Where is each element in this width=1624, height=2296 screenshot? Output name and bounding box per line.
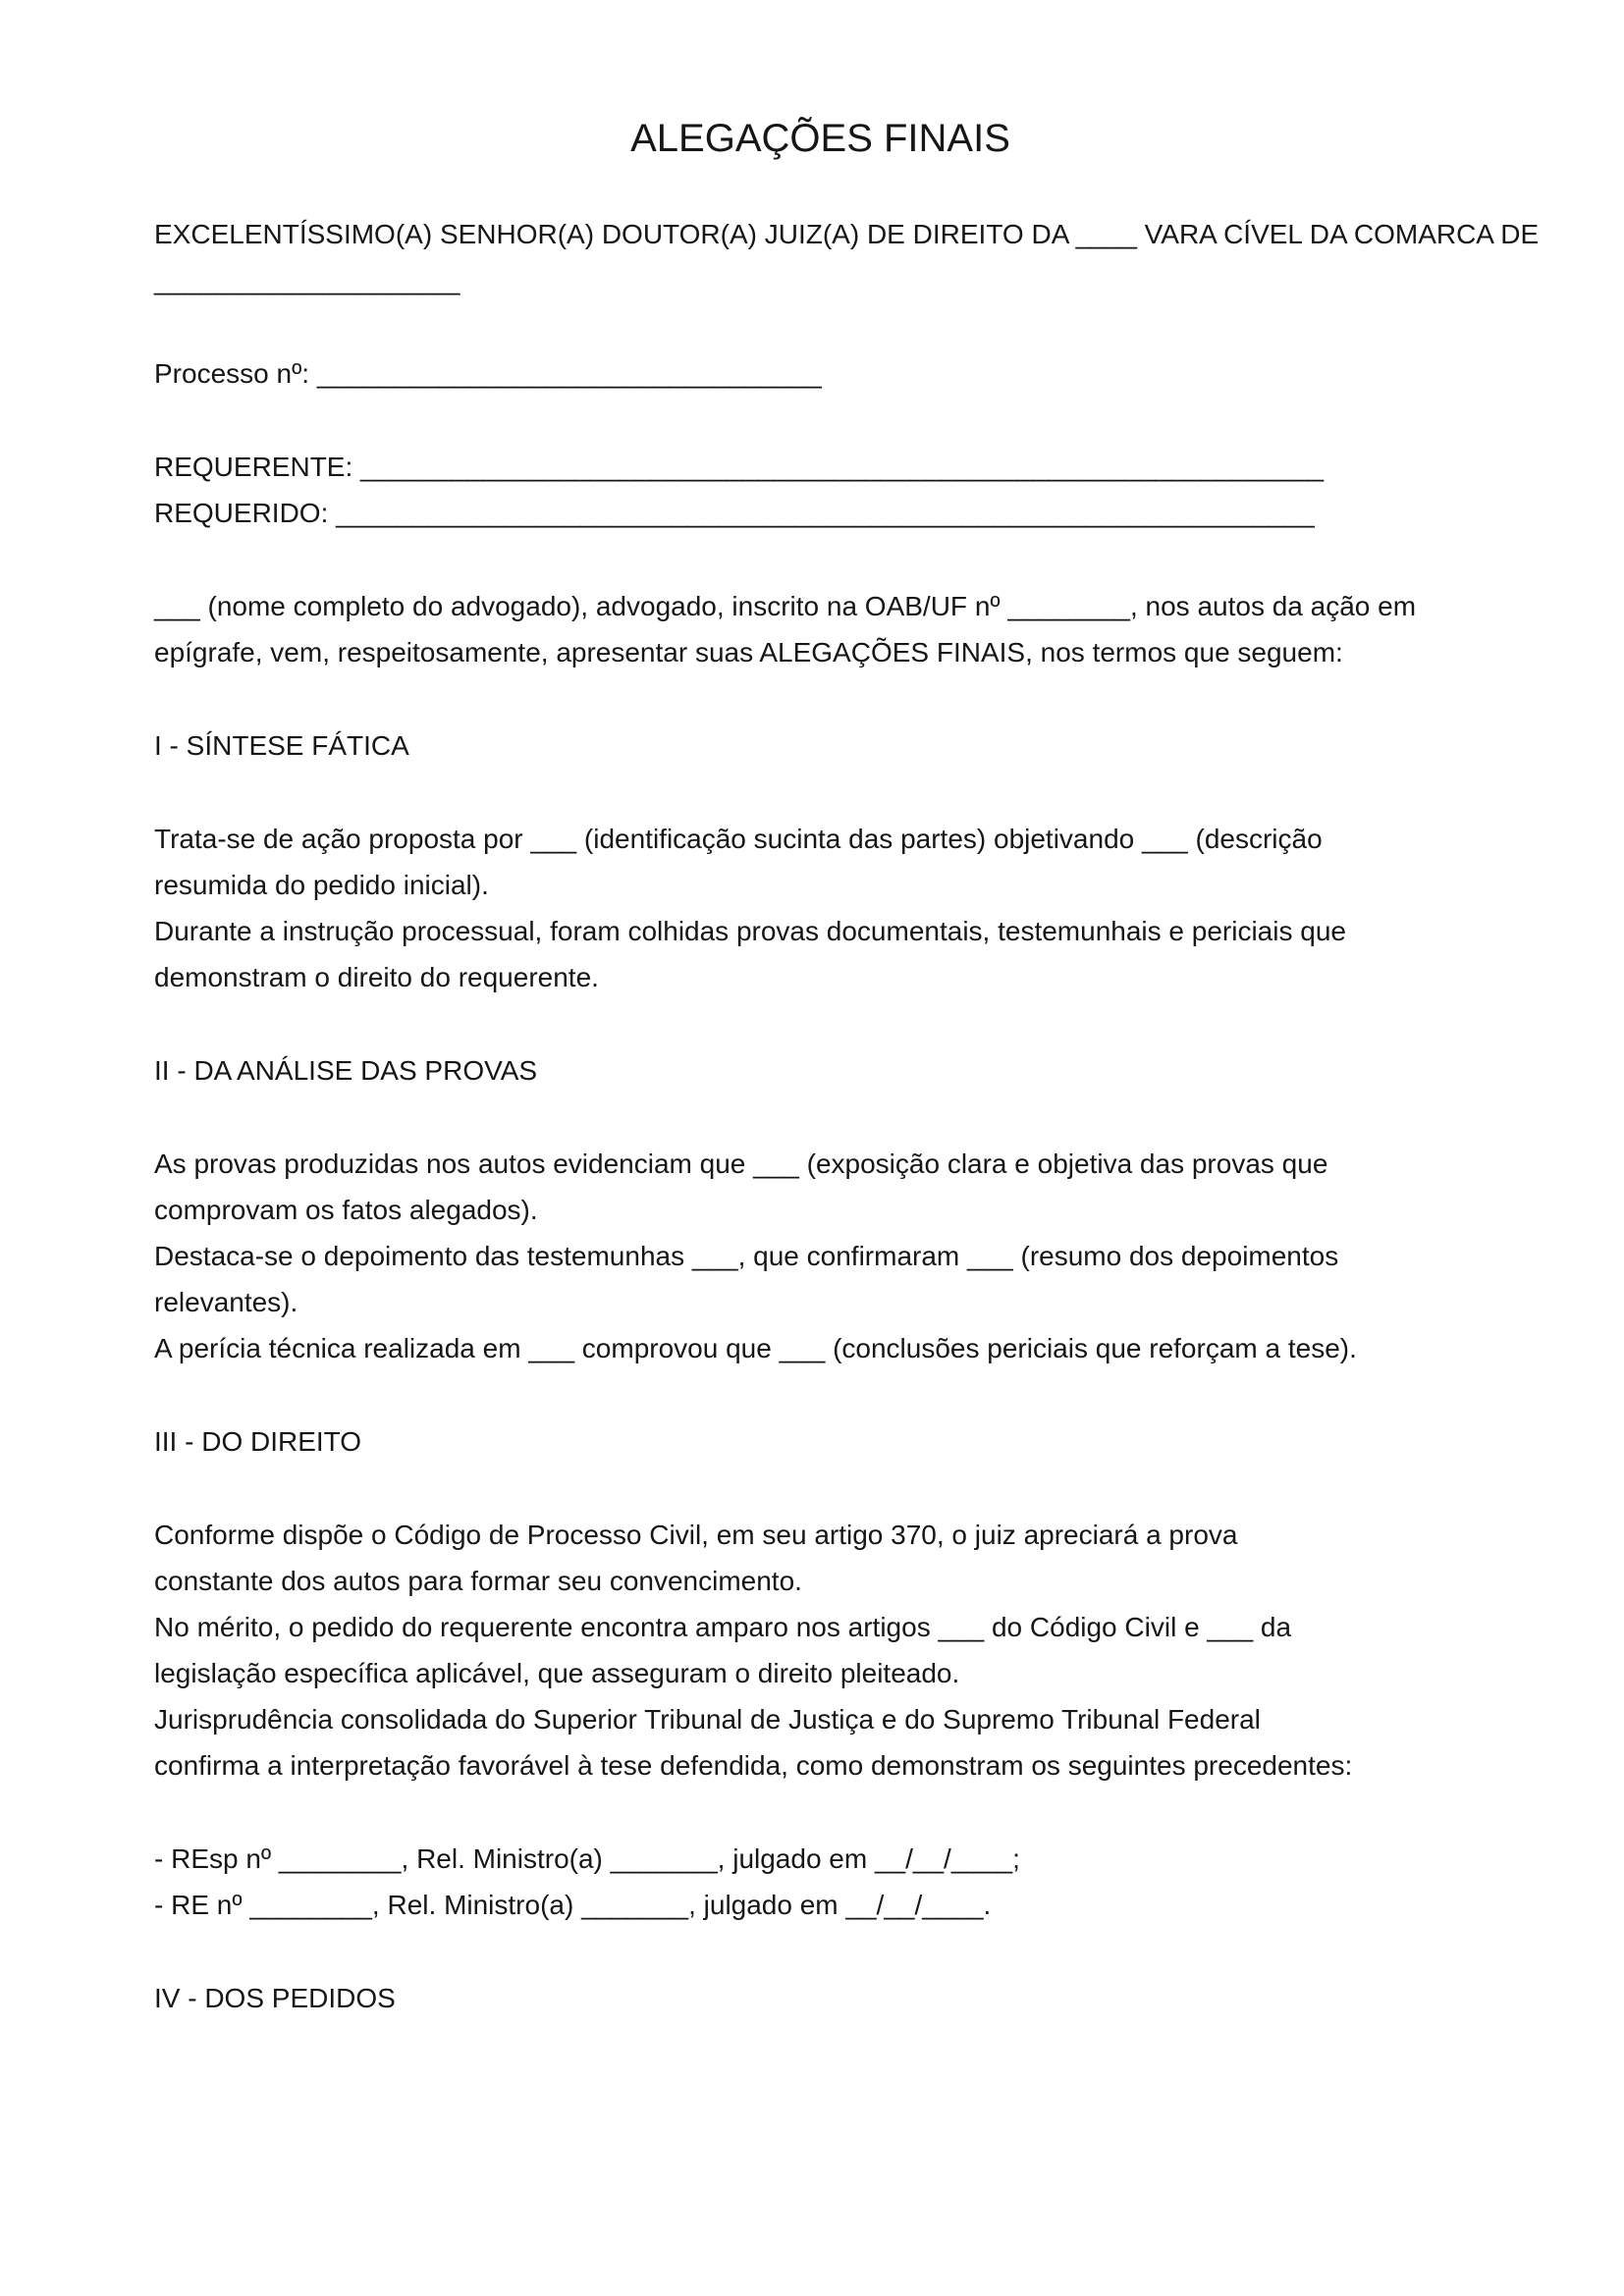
section-3-heading [154,1418,1487,1465]
body-line: legislação específica aplicável, que asseguram o direito pleiteado. [154,1658,960,1688]
body-line: No mérito, o pedido do requerente encontra amparo nos artigos ___ do Código Civil e ___ da [154,1612,1292,1642]
section-heading-text: IV - DOS PEDIDOS [154,1983,396,2013]
section-2-paragraph [154,1141,1487,1371]
respondent-line: REQUERIDO: ________________________________________________________________ [154,498,1315,528]
body-line: demonstram o direito do requerente. [154,962,599,992]
body-line: resumida do pedido inicial). [154,870,489,900]
intro-paragraph [154,583,1487,675]
claimant-line: REQUERENTE: _______________________________________________________________ [154,452,1325,482]
document-title: ALEGAÇÕES FINAIS [630,117,1010,160]
body-line: Jurisprudência consolidada do Superior Tribunal de Justiça e do Supremo Tribunal Federal [154,1704,1261,1735]
section-3-paragraph [154,1512,1487,1789]
section-1-heading [154,722,1487,769]
vocative-blank-line: ____________________ [154,265,460,295]
precedent-line-resp: - REsp nº ________, Rel. Ministro(a) _______, julgado em __/__/____; [154,1843,1020,1874]
parties-paragraph [154,444,1487,536]
vocative-line: EXCELENTÍSSIMO(A) SENHOR(A) DOUTOR(A) JUIZ(A) DE DIREITO DA ____ VARA CÍVEL DA COMARCA DE [154,219,1540,249]
precedents-paragraph [154,1836,1487,1928]
section-heading-text: I - SÍNTESE FÁTICA [154,730,409,761]
body-line: confirma a interpretação favorável à tese defendida, como demonstram os seguintes precedentes: [154,1750,1353,1781]
body-line: As provas produzidas nos autos evidenciam que ___ (exposição clara e objetiva das provas que [154,1148,1328,1179]
case-number-line: Processo nº: _________________________________ [154,358,822,389]
intro-line: ___ (nome completo do advogado), advogado, inscrito na OAB/UF nº ________, nos autos da ação em [154,591,1417,621]
case-number-paragraph [154,350,1487,397]
body-line: Conforme dispõe o Código de Processo Civil, em seu artigo 370, o juiz apreciará a prova [154,1520,1238,1550]
body-line: A perícia técnica realizada em ___ comprovou que ___ (conclusões periciais que reforçam a tese). [154,1333,1357,1363]
body-line: relevantes). [154,1287,298,1317]
body-line: comprovam os fatos alegados). [154,1195,538,1225]
body-line: Durante a instrução processual, foram colhidas provas documentais, testemunhais e periciais que [154,916,1346,946]
precedent-line-re: - RE nº ________, Rel. Ministro(a) _______, julgado em __/__/____. [154,1890,992,1920]
vocative-paragraph [154,211,1540,303]
intro-line: epígrafe, vem, respeitosamente, apresentar suas ALEGAÇÕES FINAIS, nos termos que seguem: [154,637,1343,667]
section-1-paragraph [154,816,1487,1000]
body-line: constante dos autos para formar seu convencimento. [154,1566,802,1596]
section-4-heading [154,1975,1487,2021]
section-2-heading [154,1047,1487,1094]
section-heading-text: II - DA ANÁLISE DAS PROVAS [154,1055,538,1086]
section-heading-text: III - DO DIREITO [154,1426,362,1457]
body-line: Trata-se de ação proposta por ___ (identificação sucinta das partes) objetivando ___ (descrição [154,824,1323,854]
body-line: Destaca-se o depoimento das testemunhas ___, que confirmaram ___ (resumo dos depoimentos [154,1241,1339,1271]
